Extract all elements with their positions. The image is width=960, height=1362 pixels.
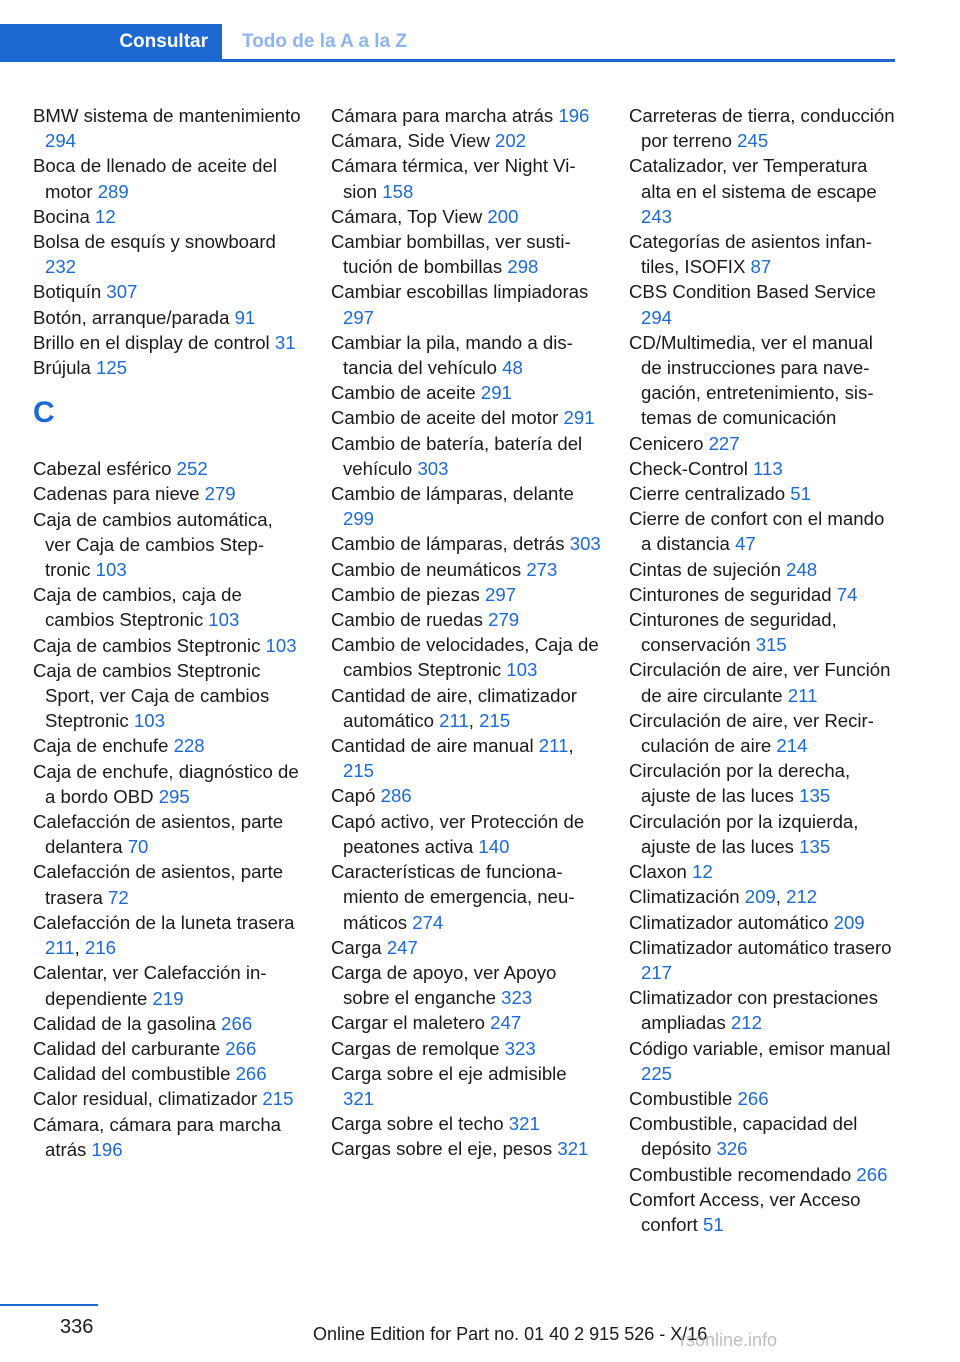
page-link[interactable]: 217: [641, 961, 673, 983]
page-link[interactable]: 323: [501, 987, 533, 1009]
index-entry: [33, 1036, 303, 1061]
index-term: Cambio de neumáticos: [331, 558, 522, 580]
index-entry: [331, 1111, 601, 1136]
index-term: Climatizador automático trasero: [629, 936, 892, 958]
index-term: Brújula: [33, 357, 91, 379]
index-entry: [33, 1086, 303, 1111]
page-link[interactable]: 103: [95, 559, 127, 581]
index-term: Cabezal esférico: [33, 458, 172, 480]
index-entry: [629, 910, 895, 935]
index-entry: [33, 859, 303, 909]
index-term: Calefacción de asientos, parte delantera: [33, 811, 284, 858]
index-term: Caja de cambios Steptronic Sport, ver Caja de cambios Steptronic: [33, 659, 270, 732]
index-entry: [331, 632, 601, 682]
page-link[interactable]: 228: [173, 735, 205, 757]
page-link[interactable]: 297: [343, 306, 375, 328]
index-term: Cambio de lámparas, delante: [331, 483, 574, 505]
page-link[interactable]: 266: [221, 1012, 253, 1034]
watermark: rsonline.info: [680, 1330, 778, 1350]
index-term: Carga de apoyo, ver Apoyo sobre el enganche: [331, 961, 557, 1009]
index-entry: [331, 531, 601, 556]
index-term: Cenicero: [629, 432, 704, 454]
page-link[interactable]: 12: [692, 861, 713, 883]
index-term: Cámara para marcha atrás: [331, 105, 554, 126]
index-entry: [629, 456, 895, 481]
page-link[interactable]: 307: [106, 281, 138, 303]
index-term: CBS Condition Based Service: [629, 281, 877, 303]
index-term: Brillo en el display de control: [33, 331, 270, 353]
index-entry: [33, 229, 303, 279]
page-link[interactable]: 214: [776, 735, 808, 757]
page-link[interactable]: 274: [412, 911, 444, 933]
page-link[interactable]: 243: [641, 205, 673, 227]
index-entry: [629, 1036, 895, 1086]
index-term: Cargas sobre el eje, pesos: [331, 1138, 553, 1160]
page-link[interactable]: 279: [488, 609, 520, 631]
index-term: Categorías de asientos infantiles, ISOFIX: [629, 231, 872, 278]
header-bar: [0, 0, 895, 62]
index-entry: [331, 582, 601, 607]
index-term: Cambiar escobillas limpiadoras: [331, 281, 589, 303]
index-entry: Climatización 209, 212: [629, 886, 818, 908]
page-link[interactable]: 321: [343, 1087, 375, 1109]
page-link[interactable]: 315: [755, 634, 787, 656]
page-link[interactable]: 211: [439, 709, 469, 731]
index-term: Botiquín: [33, 281, 102, 303]
index-term: Circulación de aire, ver Función de aire circulante: [629, 659, 891, 706]
page-link[interactable]: 74: [836, 583, 858, 605]
index-term: Cierre de confort con el mando a distancia: [629, 508, 885, 555]
index-term: Caja de enchufe: [33, 735, 169, 757]
index-entry: [629, 153, 895, 229]
page-link[interactable]: 211: [45, 937, 75, 959]
index-entry: Calefacción de la luneta trasera 211, 216: [33, 911, 295, 959]
index-entry: [629, 607, 895, 657]
index-term: Capó: [331, 785, 376, 807]
index-entry: [33, 1112, 303, 1162]
index-entry: [629, 1086, 895, 1111]
index-term: Bocina: [33, 205, 90, 227]
index-term: Cámara, Top View: [331, 205, 483, 227]
index-term: Cintas de sujeción: [629, 558, 781, 580]
tab-consultar[interactable]: Consultar: [0, 24, 222, 60]
index-entry: [629, 582, 895, 607]
index-entry: [331, 330, 601, 380]
index-entry: [33, 658, 303, 734]
page-link[interactable]: 215: [343, 760, 375, 782]
index-term: Calor residual, climatizador: [33, 1088, 258, 1110]
index-entry: [331, 1136, 601, 1161]
index-entry: [629, 859, 895, 884]
page-link[interactable]: 266: [235, 1063, 267, 1085]
index-term: CD/Multimedia, ver el manual de instrucciones para navegación, entretenimiento, sistemas de comunicación: [629, 331, 874, 429]
page-link[interactable]: 211: [787, 684, 818, 706]
index-term: Climatizador automático: [629, 911, 829, 933]
index-term: Cambiar la pila, mando a distancia del vehículo: [331, 331, 573, 379]
index-entry: [331, 279, 601, 329]
page-link[interactable]: 51: [703, 1213, 724, 1235]
page-link[interactable]: 135: [799, 785, 831, 807]
index-entry: [331, 431, 601, 481]
index-entry: [629, 985, 895, 1035]
index-term: BMW sistema de mantenimiento: [33, 105, 301, 126]
page-link[interactable]: 103: [265, 634, 297, 656]
index-term: Circulación por la derecha, ajuste de las luces: [629, 760, 851, 807]
index-entry: [33, 355, 303, 380]
index-term: Características de funcionamiento de emergencia, neumáticos: [331, 861, 575, 933]
index-entry: [33, 1011, 303, 1036]
index-term: Comfort Access, ver Acceso confort: [629, 1188, 861, 1235]
index-entry: [629, 657, 895, 707]
index-term: Calidad de la gasolina: [33, 1012, 216, 1034]
page-link[interactable]: 72: [108, 886, 129, 908]
index-term: Cinturones de seguridad, conservación: [629, 609, 837, 656]
index-entry: [33, 809, 303, 859]
page-link[interactable]: 298: [507, 256, 539, 278]
index-column-2: [331, 103, 601, 1162]
index-term: Capó activo, ver Protección de peatones activa: [331, 810, 585, 857]
index-entry: [331, 935, 601, 960]
page-link[interactable]: 286: [380, 785, 412, 807]
page-link[interactable]: 279: [204, 483, 236, 505]
index-entry: [629, 229, 895, 279]
index-term: Caja de cambios, caja de cambios Steptronic: [33, 584, 242, 631]
index-term: Caja de enchufe, diagnóstico de a bordo OBD: [33, 760, 299, 807]
index-entry: [331, 1061, 601, 1111]
index-entry: [331, 204, 601, 229]
index-term: Calentar, ver Calefacción independiente: [33, 962, 267, 1009]
index-entry: [33, 305, 303, 330]
index-term: Cambio de batería, batería del vehículo: [331, 432, 583, 479]
page-link[interactable]: 303: [417, 457, 449, 479]
page-link[interactable]: 299: [343, 508, 375, 530]
index-term: Bolsa de esquís y snowboard: [33, 231, 276, 253]
index-term: Cargas de remolque: [331, 1037, 500, 1059]
page-link[interactable]: 291: [480, 382, 512, 404]
header-rule: [0, 59, 895, 62]
index-entry: [331, 380, 601, 405]
index-entry: [33, 481, 303, 506]
index-entry: [629, 1162, 895, 1187]
index-term: Climatización: [629, 886, 740, 908]
index-entry: [331, 128, 601, 153]
index-entry: [629, 103, 895, 153]
index-term: Boca de llenado de aceite del motor: [33, 155, 277, 202]
page-link[interactable]: 266: [225, 1037, 257, 1059]
page-link[interactable]: 326: [716, 1138, 748, 1160]
index-term: Circulación por la izquierda, ajuste de las luces: [629, 810, 859, 857]
index-entry: Cantidad de aire manual 211, 215: [331, 735, 574, 782]
page-link[interactable]: 219: [152, 987, 184, 1009]
index-entry: [33, 582, 303, 632]
page-link[interactable]: 321: [508, 1113, 540, 1135]
index-term: Climatizador con prestaciones ampliadas: [629, 987, 879, 1034]
page-link[interactable]: 200: [487, 205, 519, 227]
index-entry: [629, 431, 895, 456]
index-column-1: [33, 103, 303, 1162]
index-term: Caja de cambios Steptronic: [33, 634, 261, 656]
page-link[interactable]: 140: [478, 835, 510, 857]
page-link[interactable]: 47: [735, 533, 756, 555]
page-number-rule: [0, 1304, 98, 1306]
page-link[interactable]: 70: [127, 836, 149, 858]
page-link[interactable]: 273: [526, 558, 558, 580]
page-link[interactable]: 295: [158, 785, 190, 807]
index-term: Cambiar bombillas, ver sustitución de bombillas: [331, 231, 571, 278]
index-entry: [331, 607, 601, 632]
index-entry: [629, 330, 895, 431]
index-term: Check-Control: [629, 457, 748, 479]
edition-note: Online Edition for Part no. 01 40 2 915 526 - X/16: [313, 1324, 708, 1344]
index-term: Cambio de aceite del motor: [331, 407, 559, 429]
page-link[interactable]: 91: [234, 306, 256, 328]
index-term: Cantidad de aire, climatizador automático: [331, 684, 577, 731]
index-term: Cambio de lámparas, detrás: [331, 533, 565, 555]
page-link[interactable]: 103: [133, 710, 165, 732]
page-link[interactable]: 303: [569, 533, 601, 555]
page-link[interactable]: 158: [382, 180, 414, 202]
page-link[interactable]: 196: [558, 105, 590, 126]
page-link[interactable]: 215: [262, 1088, 294, 1110]
index-term: Cambio de aceite: [331, 382, 476, 404]
index-term: Cadenas para nieve: [33, 483, 200, 505]
page-link[interactable]: 321: [557, 1138, 589, 1160]
page-link[interactable]: 266: [737, 1087, 769, 1109]
index-term: Cámara térmica, ver Night Vision: [331, 155, 576, 202]
page-link[interactable]: 291: [563, 407, 595, 429]
index-term: Calefacción de la luneta trasera: [33, 911, 295, 933]
index-term: Carga: [331, 936, 382, 958]
page-link[interactable]: 252: [176, 458, 208, 480]
index-entry: [33, 456, 303, 481]
index-term: Cambio de piezas: [331, 583, 480, 605]
page-link[interactable]: 209: [744, 886, 776, 908]
index-entry: [629, 279, 895, 329]
index-entry: [33, 633, 303, 658]
page-link[interactable]: 125: [96, 357, 128, 379]
index-entry: [331, 960, 601, 1010]
page-link[interactable]: 212: [730, 1012, 762, 1034]
index-entry: Cantidad de aire, climatizador automático 211, 215: [331, 684, 577, 731]
index-entry: [331, 1010, 601, 1035]
page-link[interactable]: 87: [750, 256, 772, 278]
page-link[interactable]: 294: [45, 130, 77, 152]
index-entry: [331, 481, 601, 531]
page-link[interactable]: 209: [833, 911, 865, 933]
index-term: Cierre centralizado: [629, 483, 786, 505]
page-link[interactable]: 113: [753, 457, 783, 479]
index-entry: [33, 204, 303, 229]
index-entry: [629, 481, 895, 506]
index-term: Cantidad de aire manual: [331, 735, 534, 757]
page-link[interactable]: 266: [856, 1163, 888, 1185]
page-link[interactable]: 12: [95, 205, 116, 227]
page-footer: [0, 1290, 960, 1362]
index-entry: [629, 506, 895, 556]
index-entry: [331, 783, 601, 808]
page-link[interactable]: 297: [485, 583, 517, 605]
page-link[interactable]: 227: [708, 432, 740, 454]
index-term: Combustible: [629, 1087, 733, 1109]
index-term: Catalizador, ver Temperatura alta en el sistema de escape: [629, 155, 877, 202]
index-term: Cambio de velocidades, Caja de cambios Steptronic: [331, 634, 599, 681]
page-link[interactable]: 212: [786, 886, 818, 908]
index-entry: [331, 405, 601, 430]
index-term: Código variable, emisor manual: [629, 1037, 891, 1059]
index-entry: [33, 507, 303, 583]
index-entry: [33, 279, 303, 304]
page-link[interactable]: 216: [85, 937, 117, 959]
index-term: Botón, arranque/parada: [33, 306, 230, 328]
page-link[interactable]: 247: [490, 1012, 522, 1034]
index-entry: [331, 153, 601, 203]
page-link[interactable]: 247: [386, 936, 418, 958]
page-link[interactable]: 103: [208, 609, 240, 631]
page-link[interactable]: 196: [91, 1138, 123, 1160]
index-entry: [629, 1111, 895, 1161]
page-link[interactable]: 211: [538, 735, 569, 757]
index-term: Caja de cambios automática, ver Caja de cambios Steptronic: [33, 508, 273, 581]
index-entry: [629, 708, 895, 758]
page-link[interactable]: 48: [502, 357, 523, 379]
index-term: Carreteras de tierra, conducción por terreno: [629, 105, 895, 152]
index-entry: [331, 229, 601, 279]
index-term: Carga sobre el eje admisible: [331, 1062, 567, 1084]
page-link[interactable]: 232: [45, 256, 77, 278]
page-link[interactable]: 135: [799, 835, 831, 857]
index-term: Cinturones de seguridad: [629, 583, 832, 605]
index-entry: [629, 809, 895, 859]
page-link[interactable]: 245: [737, 130, 769, 152]
index-term: Combustible, capacidad del depósito: [629, 1113, 858, 1160]
page-link[interactable]: 294: [641, 306, 673, 328]
page-link[interactable]: 248: [786, 558, 818, 580]
index-term: Combustible recomendado: [629, 1163, 852, 1185]
index-entry: [331, 859, 601, 935]
index-entry: [331, 809, 601, 859]
index-term: Cambio de ruedas: [331, 609, 483, 631]
index-entry: [629, 557, 895, 582]
index-entry: [33, 153, 303, 203]
page-link[interactable]: 202: [494, 130, 527, 152]
page-link[interactable]: 215: [479, 709, 511, 731]
page-link[interactable]: 225: [641, 1062, 673, 1084]
index-entry: [33, 759, 303, 809]
page-link[interactable]: 289: [97, 180, 129, 202]
index-column-3: [629, 103, 895, 1237]
index-entry: [33, 330, 303, 355]
index-entry: [33, 733, 303, 758]
index-entry: [33, 103, 303, 153]
index-section-letter: C: [33, 396, 55, 430]
page-link[interactable]: 103: [506, 659, 538, 681]
index-entry: [629, 935, 895, 985]
index-term: Calidad del carburante: [33, 1037, 221, 1059]
index-term: Cargar el maletero: [331, 1012, 485, 1034]
index-entry: [629, 758, 895, 808]
tab-todo-a-z[interactable]: Todo de la A a la Z: [242, 31, 408, 52]
page-link[interactable]: 51: [790, 483, 811, 505]
index-term: Cámara, cámara para marcha atrás: [33, 1113, 282, 1160]
index-entry: [629, 1187, 895, 1237]
page-link[interactable]: 323: [504, 1037, 536, 1059]
index-term: Cámara, Side View: [331, 130, 490, 152]
page-link[interactable]: 31: [274, 331, 296, 353]
page-number: 336: [60, 1316, 94, 1338]
index-term: Carga sobre el techo: [331, 1113, 504, 1135]
index-entry: [331, 103, 601, 128]
index-entry: [33, 960, 303, 1010]
index-term: Circulación de aire, ver Recirculación de aire: [629, 709, 874, 757]
index-entry: [33, 1061, 303, 1086]
index-entry: [331, 557, 601, 582]
index-term: Claxon: [629, 861, 687, 883]
index-term: Calefacción de asientos, parte trasera: [33, 861, 284, 908]
index-term: Calidad del combustible: [33, 1063, 231, 1085]
index-entry: [331, 1036, 601, 1061]
